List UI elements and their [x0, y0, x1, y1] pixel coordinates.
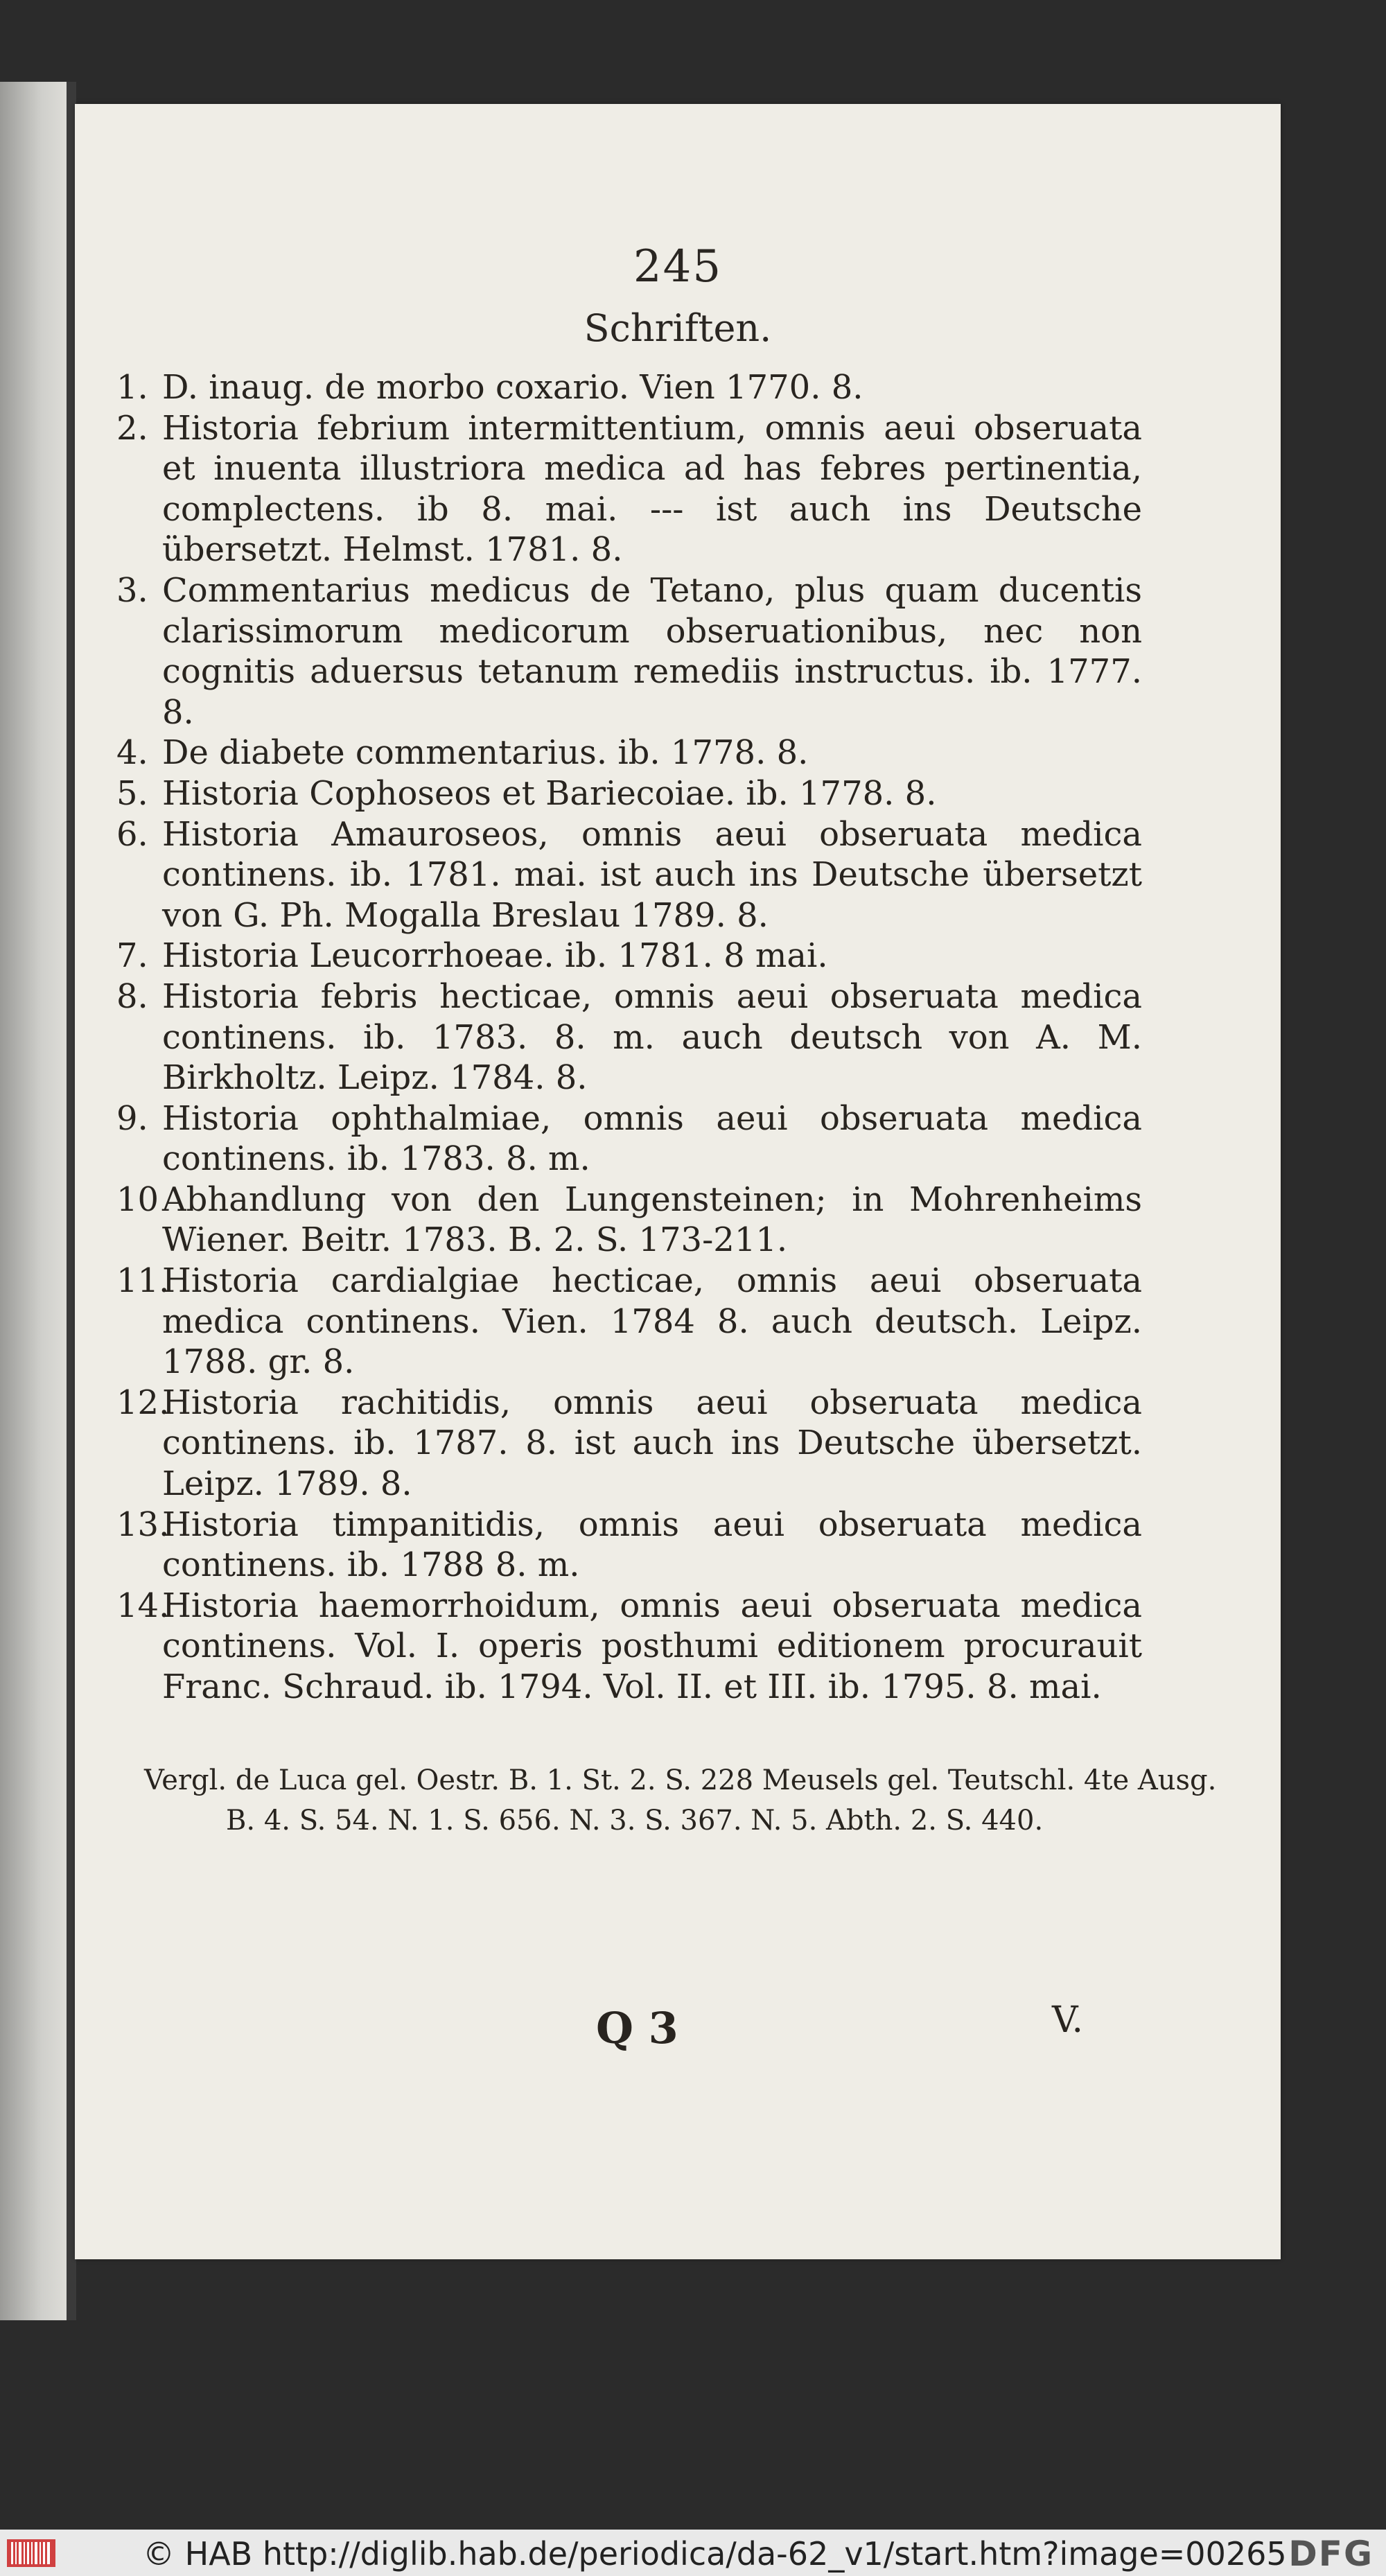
- dfg-logo: DFG: [1288, 2534, 1374, 2574]
- entry-number: 7.: [116, 936, 148, 976]
- entry-text: Historia Leucorrhoeae. ib. 1781. 8 mai.: [162, 936, 828, 976]
- entry-text: Abhandlung von den Lungensteinen; in Mohrenheims Wiener. Beitr. 1783. B. 2. S. 173-211.: [162, 1180, 1142, 1260]
- entry-text: De diabete commentarius. ib. 1778. 8.: [162, 733, 809, 773]
- entry-text: Historia Amauroseos, omnis aeui obseruata medica continens. ib. 1781. mai. ist auch ins Deutsche übersetzt von G. Ph. Mogalla Breslau 1789. 8.: [162, 814, 1142, 935]
- reference-note: Vergl. de Luca gel. Oestr. B. 1. St. 2. S. 228 Meusels gel. Teutschl. 4te Ausg. B. 4. S. 54. N. 1. S. 656. N. 3. S. 367. N. 5. Abth. 2. S. 440.: [144, 1764, 1217, 1837]
- entry-text: Commentarius medicus de Tetano, plus quam ducentis clarissimorum medicorum obseruationibus, nec non cognitis aduersus tetanum remediis instructus. ib. 1777. 8.: [162, 570, 1142, 732]
- entry-number: 11.: [116, 1261, 170, 1301]
- entry-number: 6.: [116, 814, 148, 854]
- facing-page-edge: [0, 82, 75, 2320]
- entry-number: 12.: [116, 1383, 170, 1422]
- entry-text: Historia ophthalmiae, omnis aeui obseruata medica continens. ib. 1783. 8. m.: [162, 1098, 1142, 1179]
- entry-number: 3.: [116, 570, 148, 610]
- bibliography-entry: [116, 814, 1142, 936]
- bibliography-entry: [116, 1180, 1142, 1261]
- bibliography-entry: [116, 1505, 1142, 1586]
- bibliography-entry: [116, 1098, 1142, 1180]
- signature-mark: Q 3: [596, 2003, 678, 2053]
- bibliography-entry: [116, 976, 1142, 1098]
- entry-text: Historia haemorrhoidum, omnis aeui obseruata medica continens. Vol. I. operis posthumi editionem procurauit Franc. Schraud. ib. 1794. Vol. II. et III. ib. 1795. 8. mai.: [162, 1586, 1142, 1706]
- entry-text: D. inaug. de morbo coxario. Vien 1770. 8.: [162, 368, 863, 407]
- entry-number: 5.: [116, 773, 148, 813]
- scanned-page: [75, 104, 1281, 2259]
- page-number: 245: [633, 241, 723, 292]
- entry-number: 4.: [116, 733, 148, 773]
- entry-number: 14.: [116, 1586, 170, 1625]
- bibliography-entry: [116, 367, 1142, 408]
- entry-text: Historia rachitidis, omnis aeui obseruata medica continens. ib. 1787. 8. ist auch ins Deutsche übersetzt. Leipz. 1789. 8.: [162, 1383, 1142, 1504]
- barcode-icon: [7, 2539, 55, 2567]
- entry-text: Historia febrium intermittentium, omnis aeui obseruata et inuenta illustriora medica ad has febres pertinentia, complectens. ib 8. mai. --- ist auch ins Deutsche übersetzt. Helmst. 1781. 8.: [162, 408, 1142, 570]
- entry-number: 2.: [116, 408, 148, 448]
- entry-number: 10: [116, 1180, 159, 1219]
- entry-number: 8.: [116, 976, 148, 1016]
- entry-text: Historia cardialgiae hecticae, omnis aeui obseruata medica continens. Vien. 1784 8. auch deutsch. Leipz. 1788. gr. 8.: [162, 1261, 1142, 1382]
- bibliography-entry: [116, 936, 1142, 976]
- bibliography-entry: [116, 1586, 1142, 1708]
- entry-number: 1.: [116, 368, 148, 407]
- bibliography-entry: [116, 733, 1142, 773]
- catchword: V.: [1052, 1999, 1083, 2041]
- bibliography-entry: [116, 570, 1142, 733]
- source-credit: © HAB http://diglib.hab.de/periodica/da-62_v1/start.htm?image=00265: [143, 2535, 1287, 2573]
- entry-text: Historia timpanitidis, omnis aeui obseruata medica continens. ib. 1788 8. m.: [162, 1505, 1142, 1585]
- footer-bar: [0, 2530, 1386, 2576]
- bibliography-entry: [116, 1261, 1142, 1383]
- section-title: Schriften.: [584, 306, 772, 350]
- entry-number: 9.: [116, 1098, 148, 1138]
- entry-text: Historia febris hecticae, omnis aeui obseruata medica continens. ib. 1783. 8. m. auch deutsch von A. M. Birkholtz. Leipz. 1784. 8.: [162, 976, 1142, 1098]
- entry-number: 13.: [116, 1505, 170, 1544]
- bibliography-entry: [116, 773, 1142, 814]
- bibliography-entry: [116, 1383, 1142, 1505]
- bibliography-list: [116, 367, 1142, 1708]
- bibliography-entry: [116, 408, 1142, 570]
- entry-text: Historia Cophoseos et Bariecoiae. ib. 1778. 8.: [162, 773, 937, 813]
